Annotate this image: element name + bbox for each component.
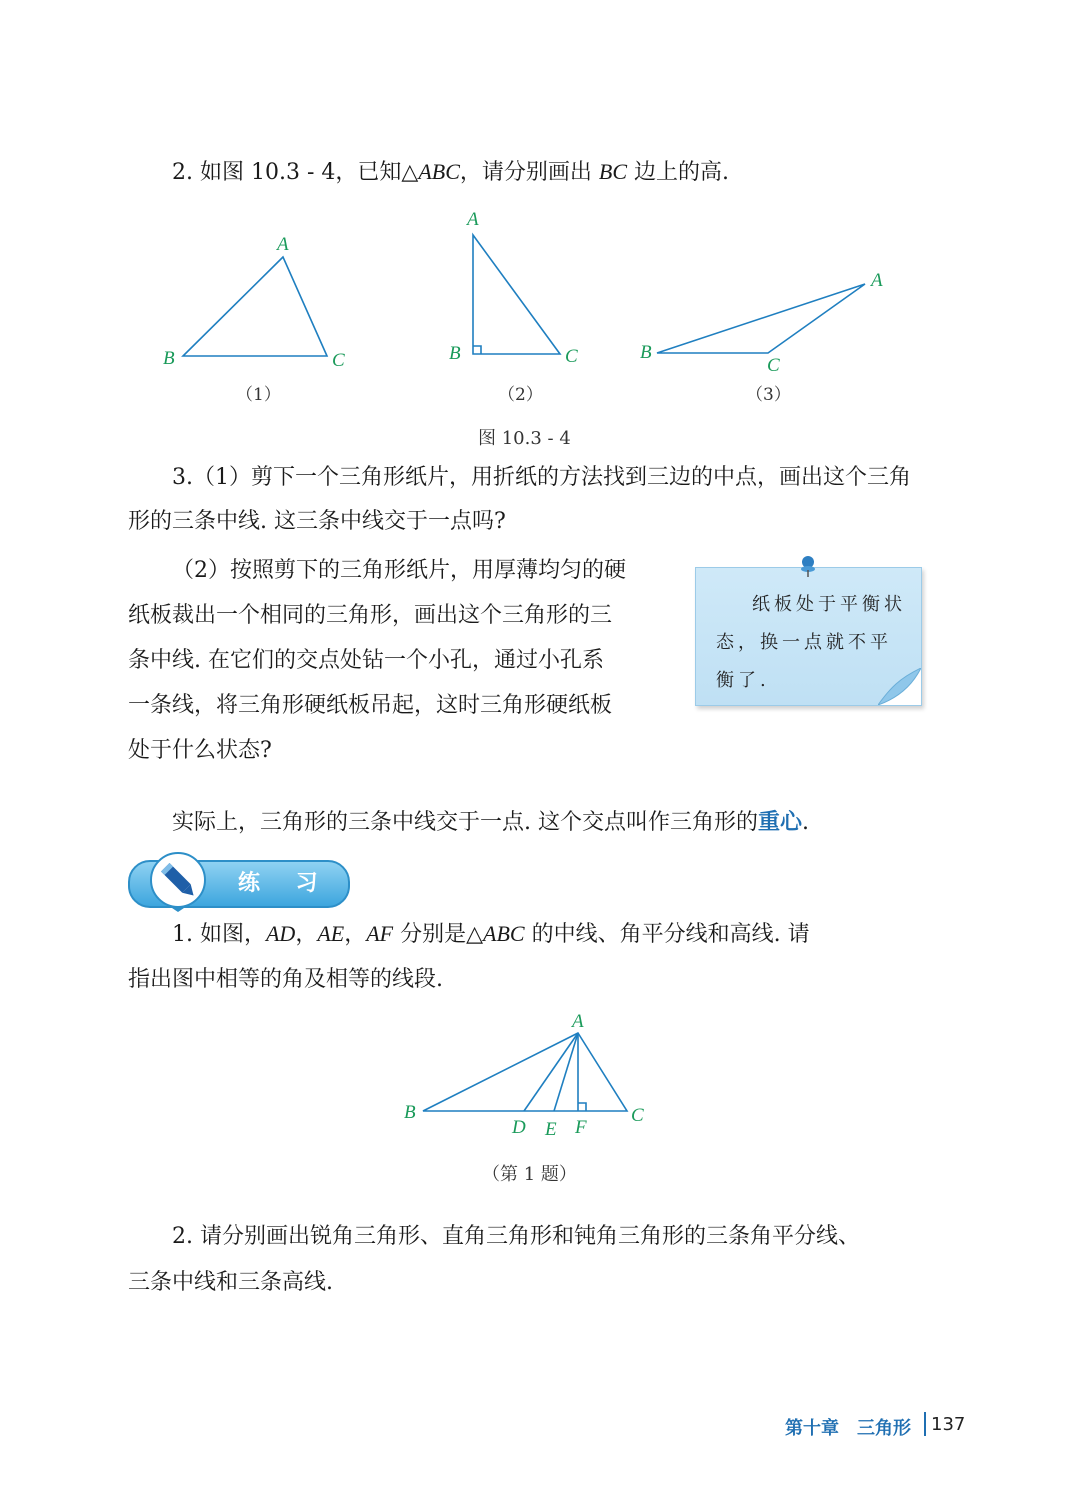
fig3-label-b: B bbox=[640, 342, 652, 363]
exercise-3-part1: 3.（1）剪下一个三角形纸片，用折纸的方法找到三边的中点，画出这个三角形的三条中线. 这三条中线交于一点吗? bbox=[128, 465, 911, 534]
pushpin-icon bbox=[797, 554, 819, 578]
practice-label-c: C bbox=[631, 1105, 644, 1126]
practice-title: 练 习 bbox=[238, 871, 332, 896]
part2-line: 一条线，将三角形硬纸板吊起，这时三角形硬纸板 bbox=[128, 693, 613, 718]
exercise-2-text: 2. 如图 10.3 - 4，已知△ABC，请分别画出 BC 边上的高. bbox=[172, 159, 729, 185]
right-angle-mark-f bbox=[578, 1103, 586, 1111]
footer-divider bbox=[924, 1412, 926, 1436]
practice-label-a: A bbox=[572, 1011, 584, 1032]
note-text: 纸板处于平衡状态，换一点就不平衡了. bbox=[716, 594, 906, 691]
fig1-label-c: C bbox=[332, 350, 345, 371]
sub-caption-3: （3） bbox=[746, 385, 791, 405]
part2-line: 处于什么状态? bbox=[128, 738, 272, 763]
fig2-label-a: A bbox=[467, 209, 479, 230]
bisector-ae bbox=[554, 1033, 578, 1111]
figure-10-3-4 bbox=[0, 200, 1065, 410]
part2-line: 纸板裁出一个相同的三角形，画出这个三角形的三 bbox=[128, 603, 613, 628]
sub-caption-2: （2） bbox=[498, 385, 543, 405]
practice-label-e: E bbox=[545, 1119, 557, 1140]
fig3-label-c: C bbox=[767, 355, 780, 376]
fig3-label-a: A bbox=[871, 270, 883, 291]
part2-line: （2）按照剪下的三角形纸片，用厚薄均匀的硬 bbox=[172, 558, 626, 583]
sub-caption-1: （1） bbox=[236, 385, 281, 405]
fig2-label-b: B bbox=[449, 343, 461, 364]
practice-label-f: F bbox=[575, 1117, 587, 1138]
fig1-label-b: B bbox=[163, 348, 175, 369]
conclusion-text: 实际上，三角形的三条中线交于一点. 这个交点叫作三角形的重心. bbox=[172, 809, 810, 835]
median-ad bbox=[524, 1033, 578, 1111]
part2-line: 条中线. 在它们的交点处钻一个小孔，通过小孔系 bbox=[128, 648, 604, 673]
practice-q1-line2: 指出图中相等的角及相等的线段. bbox=[128, 967, 443, 992]
sticky-note bbox=[695, 567, 922, 706]
practice-q1-line1: 1. 如图，AD，AE，AF 分别是△ABC 的中线、角平分线和高线. 请 bbox=[172, 921, 810, 947]
fig2-label-c: C bbox=[565, 346, 578, 367]
practice-figure-caption: （第 1 题） bbox=[482, 1164, 577, 1185]
practice-triangle bbox=[423, 1033, 627, 1111]
triangle-1 bbox=[183, 257, 327, 356]
practice-label-d: D bbox=[512, 1117, 526, 1138]
triangle-2 bbox=[473, 235, 560, 354]
triangle-3 bbox=[657, 284, 865, 353]
practice-label-b: B bbox=[404, 1102, 416, 1123]
practice-q2-line1: 2. 请分别画出锐角三角形、直角三角形和钝角三角形的三条角平分线、 bbox=[172, 1224, 860, 1249]
fig1-label-a: A bbox=[277, 234, 289, 255]
page-number: 137 bbox=[931, 1414, 966, 1435]
practice-figure bbox=[0, 1005, 1065, 1145]
practice-q2-line2: 三条中线和三条高线. bbox=[128, 1270, 333, 1295]
exercise-3-part2 bbox=[128, 548, 688, 773]
key-term-centroid: 重心 bbox=[758, 809, 803, 835]
pencil-icon bbox=[148, 850, 208, 912]
footer-chapter: 第十章 三角形 bbox=[785, 1418, 911, 1439]
right-angle-mark-2 bbox=[473, 346, 481, 354]
page-curl-icon bbox=[878, 668, 921, 705]
figure-caption: 图 10.3 - 4 bbox=[478, 428, 571, 449]
